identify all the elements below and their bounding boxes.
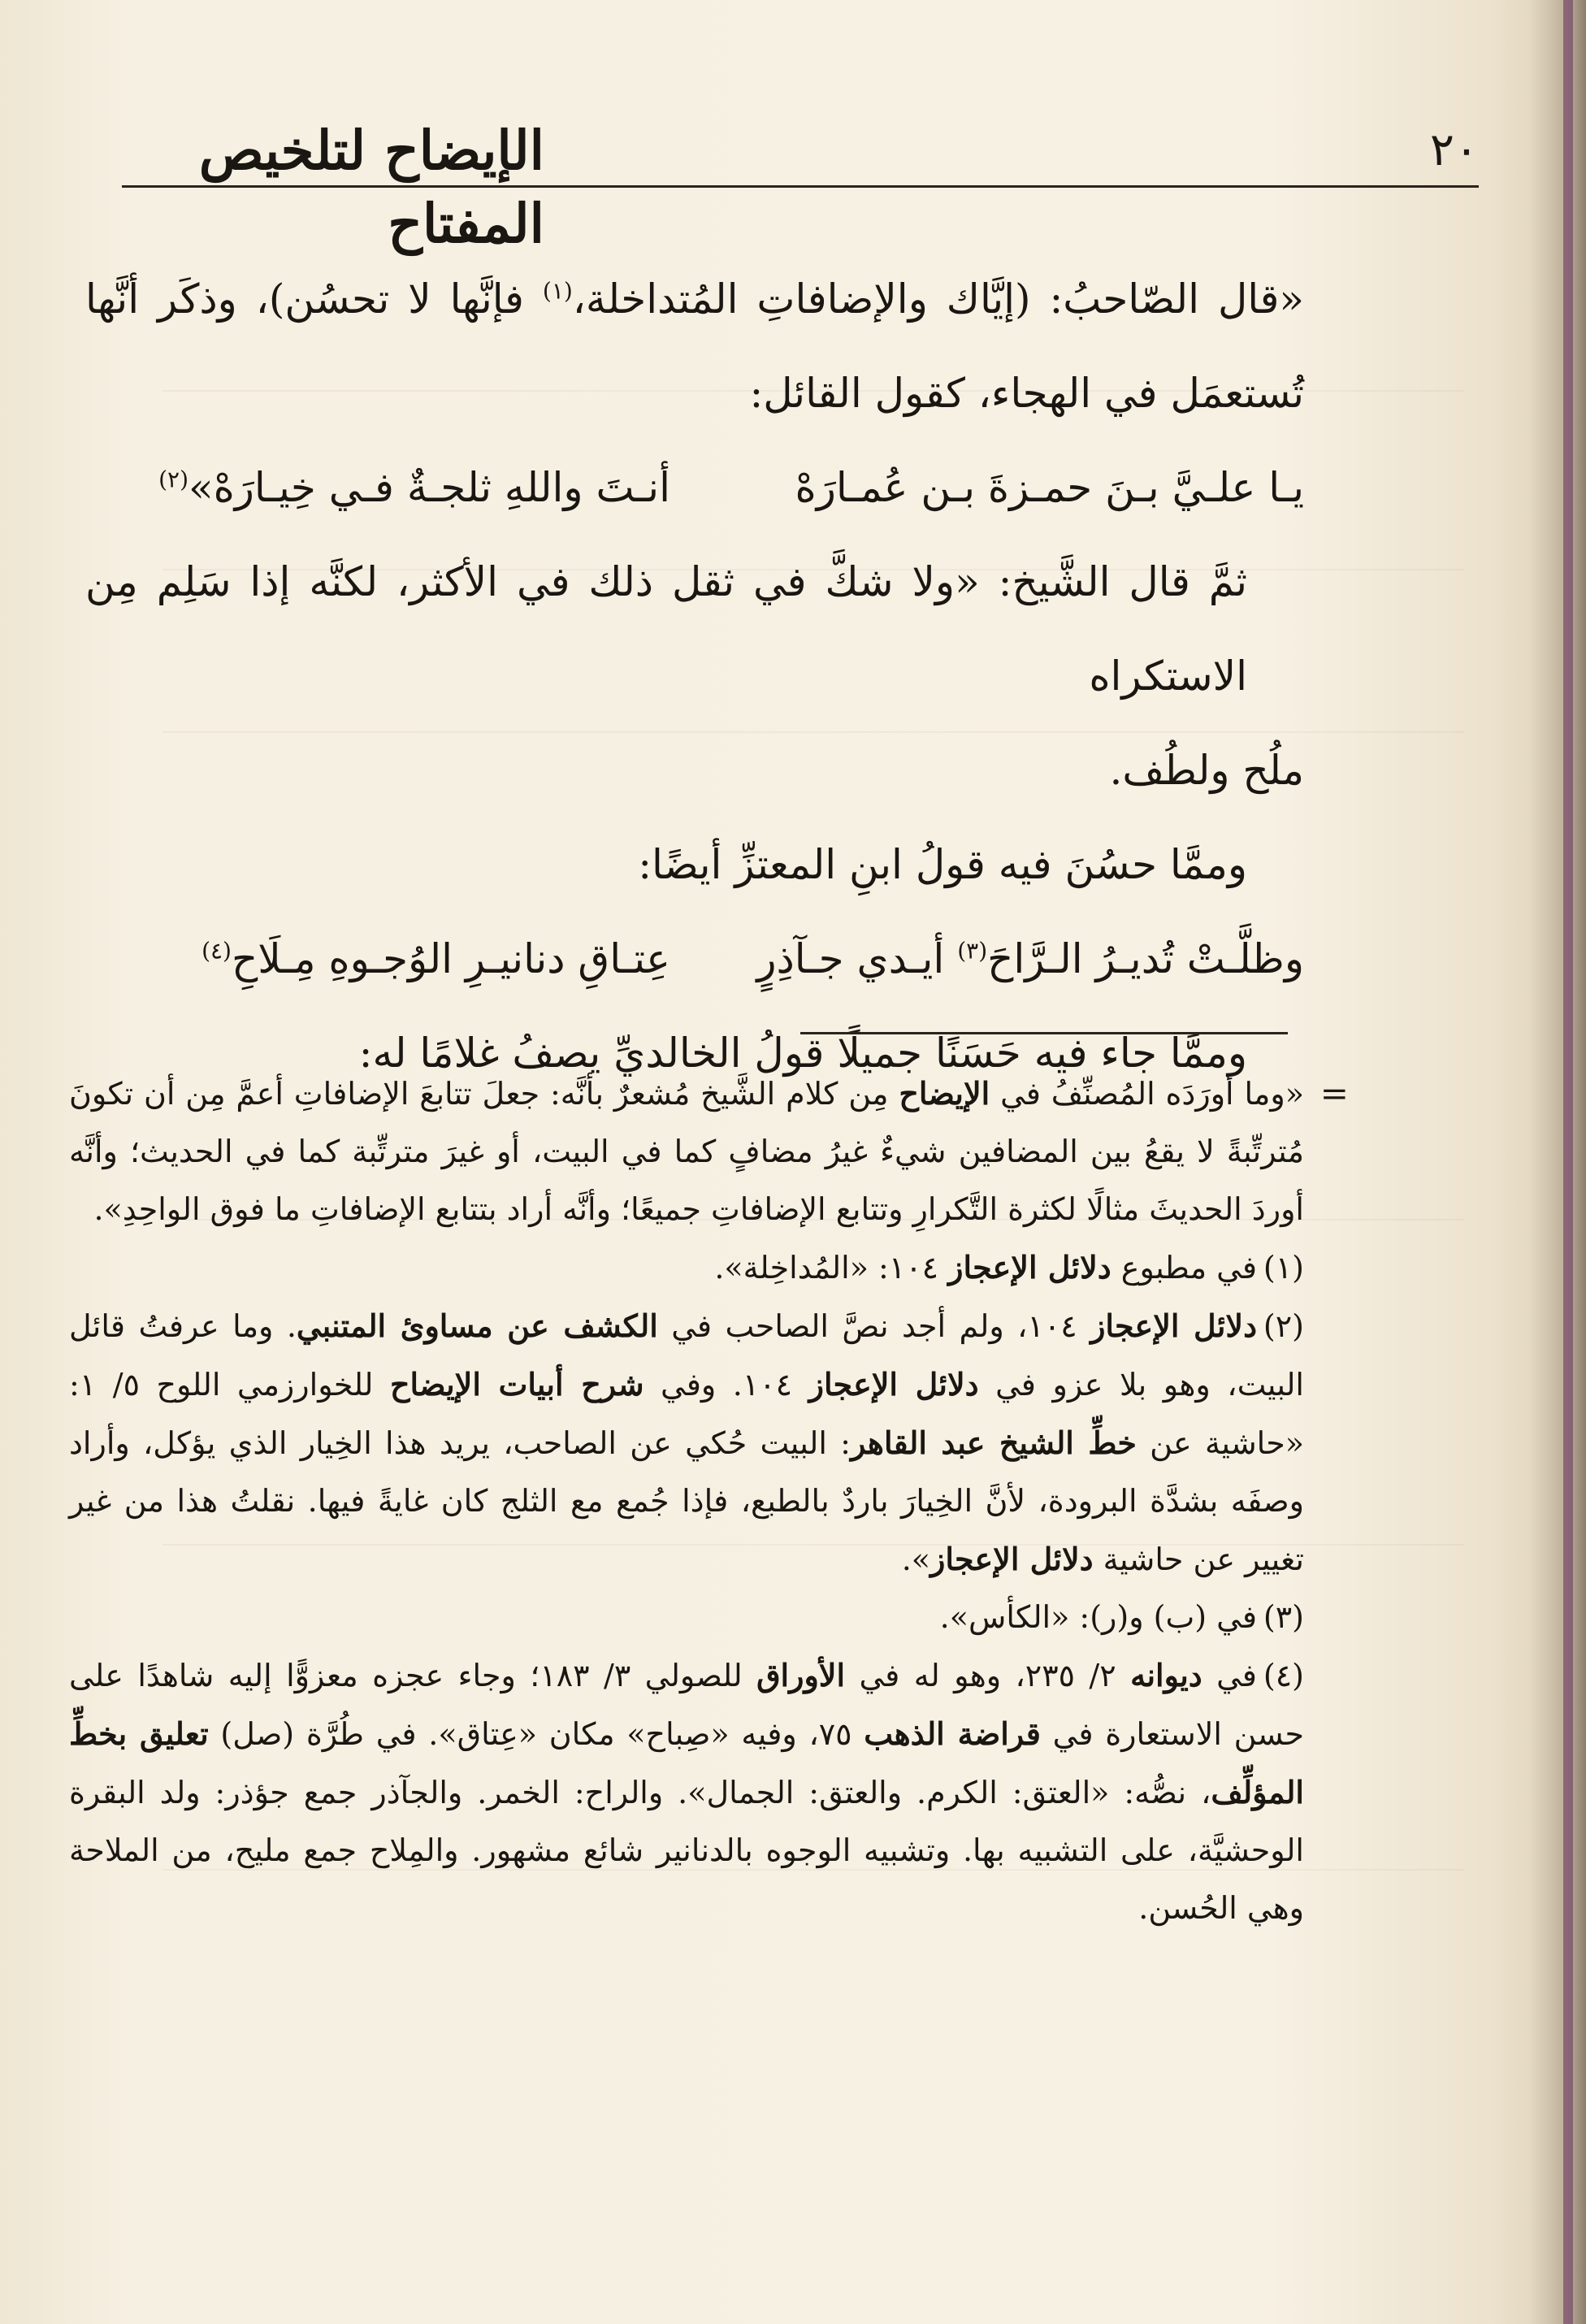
paragraph-3: وممَّا حسُنَ فيه قولُ ابنِ المعتزِّ أيضًا:: [638, 841, 1247, 888]
text-run: أنـتَ واللهِ ثلجـةٌ فـي خِيـارَهْ»: [188, 464, 670, 511]
text-run: : البيت حُكي عن الصاحب، يريد هذا الخِيار الذي يؤكل، وأراد وصفَه بشدَّة البرودة، لأنَّ الخِيارَ باردٌ بالطبع، فإذا جُمع مع الثلج كان غايةً فيها. نقلتُ هذا من غير تغيير عن حاشية: [69, 1425, 1304, 1577]
bold-term: قراضة الذهب: [864, 1715, 1041, 1752]
footnote-4: [69, 1646, 1304, 1937]
text-run: ٧٥، وفيه «صِباح» مكان «عِتاق». في طُرَّة (صل): [208, 1716, 864, 1752]
page-number: ٢٠: [1429, 124, 1479, 176]
footnote-number: (٣): [1263, 1599, 1304, 1635]
bold-term: الكشف عن مساوئ المتنبي: [296, 1307, 658, 1344]
text-run: ١٠٤: «المُداخِلة».: [714, 1250, 949, 1286]
verse-2: [85, 912, 1304, 1006]
continuation-mark: =: [1320, 1073, 1349, 1113]
running-header: [65, 106, 1511, 255]
bold-term: تعليق بخطِّ المؤلِّف: [69, 1715, 1304, 1810]
text-run: للصولي ٣/ ١٨٣؛ وجاء عجزه معزوًّا إليه شاهدًا على حسن الاستعارة في: [69, 1658, 1304, 1752]
verse-2-second-hemistich: [85, 912, 670, 1006]
verse-1-second-hemistich: [85, 440, 670, 535]
paragraph-2-end: [85, 723, 1304, 817]
bold-term: دلائل الإعجاز: [948, 1249, 1112, 1286]
footnote-ref-2[interactable]: (٢): [158, 466, 188, 493]
book-cover-edge: [1563, 0, 1573, 2324]
text-run: في مطبوع: [1111, 1250, 1257, 1286]
text-run: ١٠٤، ولم أجد نصَّ الصاحب في: [657, 1308, 1091, 1344]
text-run: ١٠٤. وفي: [644, 1367, 809, 1403]
bold-term: شرح أبيات الإيضاح: [390, 1366, 644, 1403]
main-text: [85, 252, 1304, 1100]
footnote-number: (٤): [1263, 1658, 1304, 1693]
text-run: «قال الصّاحبُ: (إيَّاك والإضافاتِ المُتداخلة،: [572, 275, 1304, 323]
text-run: عِتـاقِ دنانيـرِ الوُجـوهِ مِـلَاحِ: [231, 935, 670, 982]
footnote-ref-3[interactable]: (٣): [957, 937, 988, 965]
footnote-continuation: [69, 1064, 1349, 1238]
footnote-3: [69, 1589, 1304, 1646]
header-rule: [122, 185, 1479, 188]
bold-term: دلائل الإعجاز: [930, 1541, 1094, 1577]
text-run: ».: [901, 1541, 931, 1577]
bold-term: دلائل الإعجاز: [1090, 1307, 1257, 1344]
text-run: ٢/ ٢٣٥، وهو له في: [845, 1658, 1131, 1693]
text-run: في (ب) و(ر): «الكأس».: [939, 1599, 1257, 1635]
text-run: مِن كلام الشَّيخ مُشعرٌ بأنَّه: جعلَ تتابعَ الإضافاتِ أعمَّ مِن أن تكونَ مُترتِّبةً لا يقعُ بين المضافين شيءٌ غيرُ مضافٍ كما في البيت، أو غيرَ مترتِّبة كما في الحديث؛ وأنَّه أوردَ الحديثَ مثالًا لكثرة التَّكرارِ وتتابع الإضافاتِ جميعًا؛ وأنَّه أراد بتتابع الإضافاتِ ما فوق الواحِدِ».: [69, 1076, 1304, 1227]
footnote-separator: [800, 1032, 1288, 1034]
verse-1-first-hemistich: يـا علـيَّ بـنَ حمـزةَ بـن عُمـارَهْ: [795, 464, 1304, 511]
book-title: الإيضاح لتلخيص المفتاح: [198, 119, 544, 255]
text-run: للخوارزمي اللوح ٥/ ١: «حاشية عن: [69, 1367, 1304, 1461]
footnote-number: (٢): [1263, 1308, 1304, 1344]
footnote-1: [69, 1238, 1304, 1297]
page-edge-shadow: [1529, 0, 1586, 2324]
footnote-ref-4[interactable]: (٤): [202, 937, 232, 965]
text-run: ، نصُّه: «العتق: الكرم. والعتق: الجمال». والراح: الخمر. والجآذر جمع جؤذر: ولد البقرة الوحشيَّة، على التشبيه بها. وتشبيه الوجوه بالدنانير شائع مشهور. والمِلاح جمع مليح، من الملاحة وهي الحُسن.: [69, 1775, 1304, 1926]
text-run: ملُح ولطُف.: [1109, 747, 1304, 794]
bold-term: الإيضاح: [899, 1075, 990, 1112]
text-run: في الهجاء، كقول القائل:: [749, 370, 1158, 417]
text-run: وظلَّـتْ تُديـرُ الـرَّاحَ: [987, 935, 1304, 982]
paragraph-2: [85, 535, 1304, 723]
footnote-2: [69, 1297, 1304, 1589]
bold-term: الأوراق: [756, 1657, 846, 1693]
text-run: أيـدي جـآذِرٍ: [756, 935, 958, 982]
verse-1: [85, 440, 1304, 535]
bold-term: خطِّ الشيخ عبد القاهر: [850, 1424, 1137, 1461]
paragraph-1: [85, 252, 1304, 440]
text-run: ثمَّ قال الشَّيخ: «ولا شكَّ في ثقل ذلك في الأكثر، لكنَّه إذا سَلِم مِن الاستكراه: [85, 558, 1247, 700]
text-run: فإنَّها لا تحسُن)، وذكَر أنَّها تُستعمَل: [85, 275, 1304, 417]
paragraph-4: وممَّا جاء فيه حَسَنًا جميلًا قولُ الخالديِّ يصفُ غلامًا له:: [358, 1030, 1247, 1077]
text-run: «وما أورَدَه المُصنِّفُ في: [990, 1076, 1304, 1112]
footnotes: [69, 1064, 1349, 1937]
verse-2-first-hemistich: [743, 912, 1304, 1006]
text-run: في: [1202, 1658, 1257, 1693]
footnote-number: (١): [1263, 1250, 1304, 1286]
text-run: . وما عرفتُ قائل البيت، وهو بلا عزو في: [69, 1308, 1304, 1403]
bold-term: دلائل الإعجاز: [808, 1366, 979, 1403]
footnote-ref-1[interactable]: (١): [542, 277, 573, 305]
bold-term: ديوانه: [1130, 1657, 1202, 1693]
